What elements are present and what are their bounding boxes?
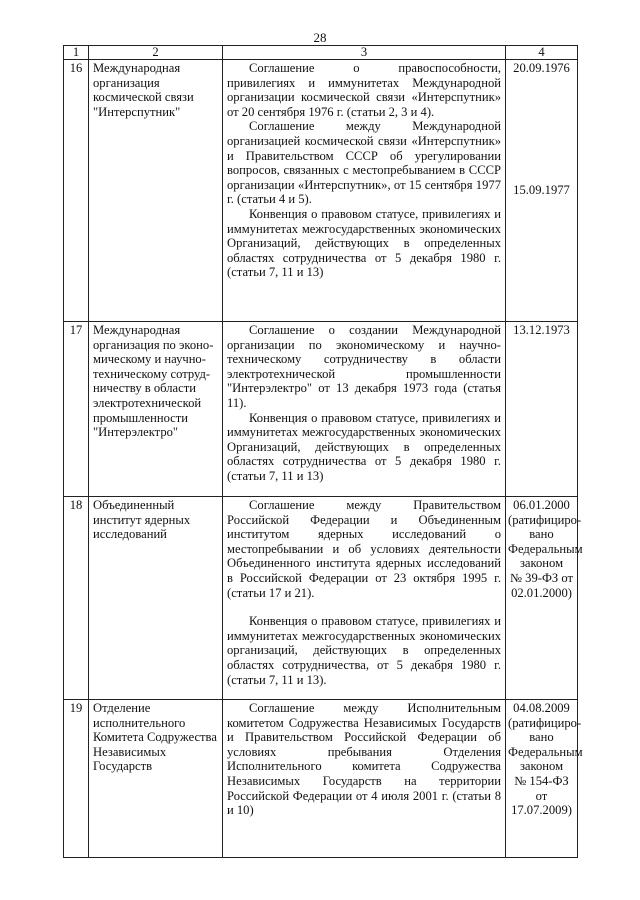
ratification-text: (ратифициро- [508,512,582,527]
date-text: 15.09.1977 [513,182,570,197]
header-col-4: 4 [506,46,578,60]
date-cell [506,322,578,497]
date-cell [506,700,583,858]
ratification-text: вано [529,730,554,745]
header-col-3: 3 [223,46,506,60]
header-col-2: 2 [89,46,223,60]
document-text: Конвенция о правовом статусе, привилегиях и иммунитетах межгосударственных экономических Организаций, действующих в определенных областях сотрудничества от 5 декабря 1980 г. (статьи 7, 11 и 13) [227,206,501,280]
date-text: 06.01.2000 [513,498,570,512]
documents-cell [223,497,506,700]
organization-name: Международная организация космической связи "Интерспутник" [89,60,223,322]
document-text: Соглашение о правоспособности, привилегиях и иммунитетах Международной организации космической связи «Интерспутник» от 20 сентября 1976 г. (статьи 2, 3 и 4). [227,61,501,119]
date-text: 20.09.1976 [513,61,570,75]
row-number: 16 [64,60,89,322]
organization-name: Отделение исполнительного Комитета Содружества Независимых Государств [89,700,223,858]
document-text: Конвенция о правовом статусе, привилегиях и иммунитетах межгосударственных экономических Организаций, действующих в определенных областях сотрудничества от 5 декабря 1980 г. (статьи 7, 11 и 13) [227,410,501,483]
ratification-text: № 154-ФЗ от [514,773,569,803]
ratification-text: Федеральным [508,541,583,556]
document-text: Соглашение между Исполнительным комитетом Содружества Независимых Государств и Правительством Российской Федерации об условиях пребывания Отделения Исполнительного комитета Содружества Независимых Государств на территории Российской Федерации от 4 июля 2001 г. (статьи 8 и 10) [227,701,501,818]
date-text: 04.08.2009 [513,701,570,715]
ratification-text: законом [519,759,564,774]
documents-cell [223,60,506,322]
organizations-table [63,45,583,858]
ratification-text: № 39-ФЗ от [510,570,573,585]
document-text: Конвенция о правовом статусе, привилегиях и иммунитетах межгосударственных экономических организаций, действующих в определенных областях сотрудничества, от 5 декабря 1980 г. (статьи 7, 11 и 13). [227,614,501,687]
table-row [64,497,578,700]
ratification-text: Федеральным [508,744,583,759]
table-header-row [64,46,578,60]
ratification-text: 17.07.2009) [511,803,572,818]
date-cell [506,60,578,322]
header-col-1: 1 [64,46,89,60]
table-row [64,322,578,497]
organization-name: Международная организация по эконо-мическому и научно-техническому сотруд-ничеству в области электротехнической промышленности "Интерэлектро" [89,322,223,497]
date-cell [506,497,583,700]
ratification-text: (ратифициро- [508,715,582,730]
row-number: 17 [64,322,89,497]
table-row [64,60,578,322]
document-text: Соглашение между Международной организацией космической связи «Интерспутник» и Правительством СССР об урегулировании вопросов, связанных с местопребыванием в СССР организации «Интерспутник», от 15 сентября 1977 г. (статьи 4 и 5). [227,119,501,207]
ratification-text: вано [529,527,554,542]
ratification-text: законом [519,556,564,571]
page-number: 28 [313,30,327,45]
row-number: 18 [64,497,89,700]
documents-cell [223,700,506,858]
document-text: Соглашение о создании Международной организации по экономическому и научно-техническому сотрудничеству в области электротехнической промышленности "Интерэлектро" от 13 декабря 1973 года (статья 11). [227,323,501,410]
ratification-text: 02.01.2000) [511,585,572,600]
documents-cell [223,322,506,497]
document-text: Соглашение между Правительством Российской Федерации и Объединенным институтом ядерных исследований о местопребывании и об условиях деятельности Объединенного института ядерных исследований в Российской Федерации от 23 октября 1995 г. (статьи 17 и 21). [227,498,501,600]
organization-name: Объединенный институт ядерных исследований [89,497,223,700]
date-text: 13.12.1973 [513,323,570,337]
table-row [64,700,578,858]
row-number: 19 [64,700,89,858]
